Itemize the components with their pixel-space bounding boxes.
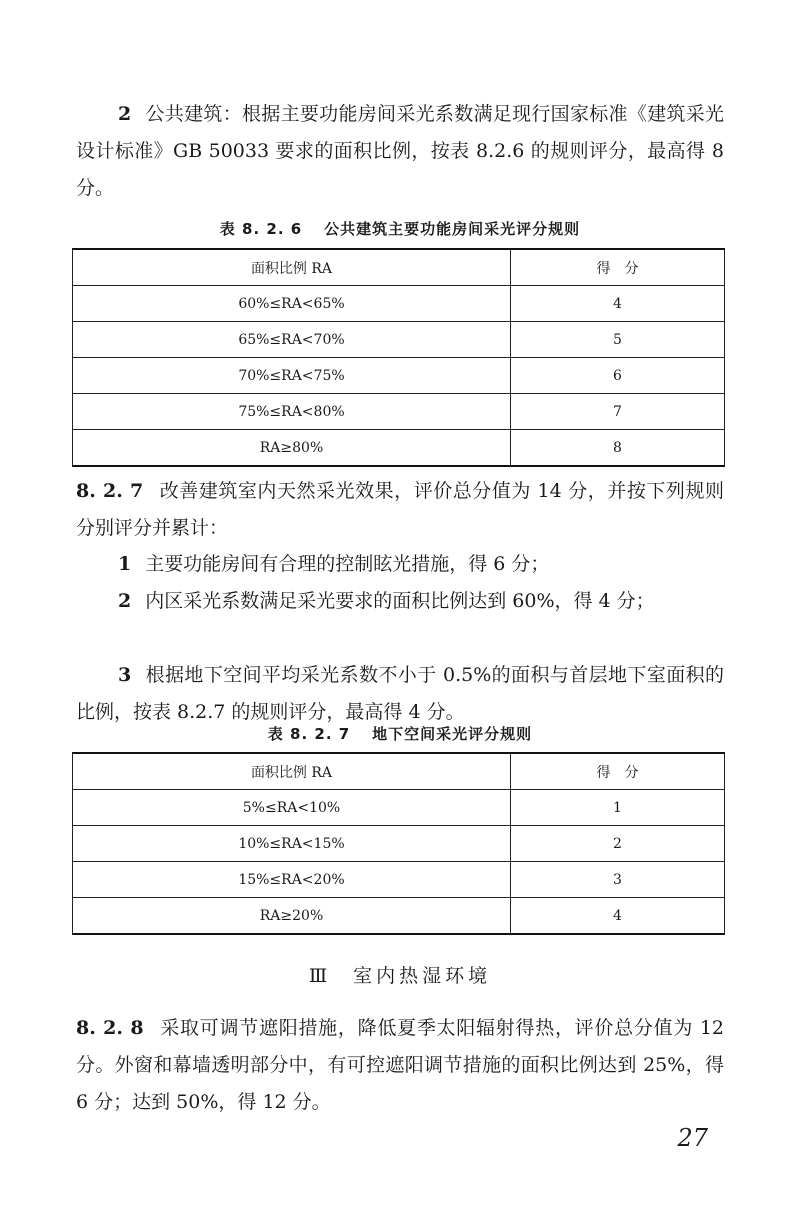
table-row	[73, 358, 725, 394]
paragraph-public-buildings	[76, 96, 724, 207]
table-header-row	[73, 753, 725, 790]
clause-text: 采取可调节遮阳措施，降低夏季太阳辐射得热，评价总分值为 12 分。外窗和幕墙透明部分中，有可控遮阳调节措施的面积比例达到 25%，得 6 分；达到 50%，得 12 分。	[76, 1017, 725, 1113]
table-title: 公共建筑主要功能房间采光评分规则	[324, 220, 581, 238]
paragraph-text: 公共建筑：根据主要功能房间采光系数满足现行国家标准《建筑采光设计标准》GB 50033 要求的面积比例，按表 8.2.6 的规则评分，最高得 8 分。	[76, 103, 724, 199]
table-row	[73, 790, 725, 826]
table-number: 表 8. 2. 7	[267, 725, 351, 743]
table-row	[73, 898, 725, 935]
item-text: 根据地下空间平均采光系数不小于 0.5%的面积与首层地下室面积的比例，按表 8.2.7 的规则评分，最高得 4 分。	[76, 664, 724, 723]
item-number: 1	[118, 553, 132, 575]
item-text: 内区采光系数满足采光要求的面积比例达到 60%，得 4 分；	[145, 590, 655, 612]
clause-text: 改善建筑室内天然采光效果，评价总分值为 14 分，并按下列规则分别评分并累计：	[76, 480, 724, 539]
table-caption-8-2-6	[0, 218, 800, 239]
header-area-ratio: 面积比例 RA	[73, 753, 511, 790]
score-cell: 6	[511, 358, 725, 394]
score-cell: 1	[511, 790, 725, 826]
ratio-cell: 10%≤RA<15%	[73, 826, 511, 862]
clause-number: 8. 2. 7	[76, 480, 144, 502]
list-item-2	[76, 583, 724, 620]
item-number: 3	[118, 664, 132, 686]
list-item-3	[76, 657, 724, 731]
table-row	[73, 394, 725, 430]
header-area-ratio: 面积比例 RA	[73, 249, 511, 286]
section-numeral: Ⅲ	[308, 965, 332, 987]
ratio-cell: 75%≤RA<80%	[73, 394, 511, 430]
section-heading	[0, 961, 800, 988]
page-number: 27	[677, 1124, 708, 1152]
section-title: 室内热湿环境	[353, 965, 492, 987]
ratio-cell: 15%≤RA<20%	[73, 862, 511, 898]
table-row	[73, 862, 725, 898]
score-cell: 8	[511, 430, 725, 467]
clause-number: 8. 2. 8	[76, 1017, 144, 1039]
header-score: 得 分	[511, 753, 725, 790]
table-8-2-6	[72, 248, 725, 467]
score-cell: 4	[511, 898, 725, 935]
ratio-cell: 70%≤RA<75%	[73, 358, 511, 394]
table-row	[73, 286, 725, 322]
item-text: 主要功能房间有合理的控制眩光措施，得 6 分；	[145, 553, 550, 575]
table-row	[73, 826, 725, 862]
table-caption-8-2-7	[0, 723, 800, 744]
header-score: 得 分	[511, 249, 725, 286]
score-cell: 4	[511, 286, 725, 322]
clause-8-2-7	[76, 473, 724, 547]
list-item-1	[76, 546, 724, 583]
table-title: 地下空间采光评分规则	[372, 725, 533, 743]
item-number: 2	[118, 103, 132, 125]
ratio-cell: 65%≤RA<70%	[73, 322, 511, 358]
ratio-cell: RA≥80%	[73, 430, 511, 467]
table-number: 表 8. 2. 6	[219, 220, 303, 238]
ratio-cell: RA≥20%	[73, 898, 511, 935]
ratio-cell: 60%≤RA<65%	[73, 286, 511, 322]
table-row	[73, 322, 725, 358]
item-number: 2	[118, 590, 132, 612]
table-row	[73, 430, 725, 467]
table-8-2-7	[72, 752, 725, 935]
score-cell: 7	[511, 394, 725, 430]
score-cell: 5	[511, 322, 725, 358]
score-cell: 3	[511, 862, 725, 898]
ratio-cell: 5%≤RA<10%	[73, 790, 511, 826]
score-cell: 2	[511, 826, 725, 862]
table-header-row	[73, 249, 725, 286]
clause-8-2-8	[76, 1010, 724, 1121]
